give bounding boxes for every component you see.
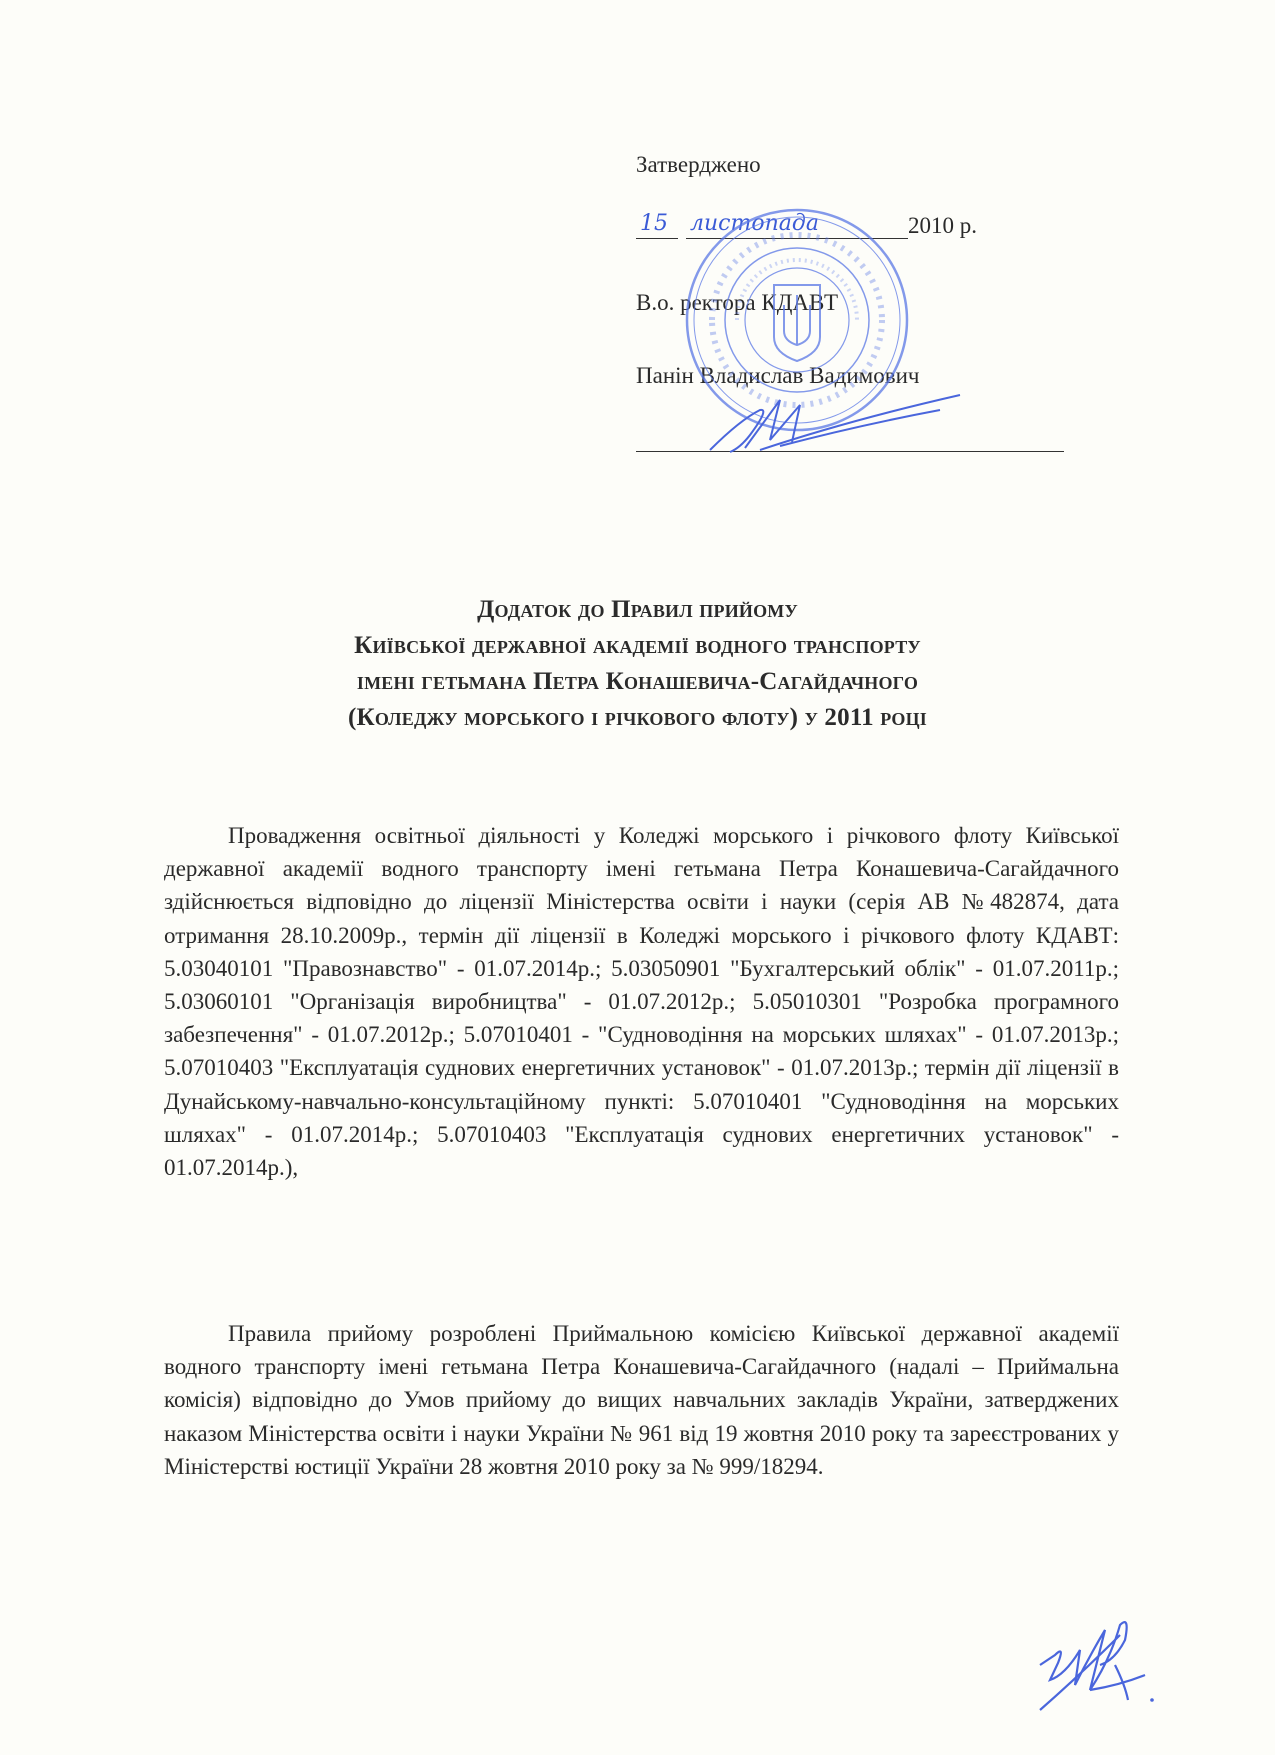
rector-position: В.о. ректора КДАВТ [636,290,839,315]
page-initials-signature [1020,1605,1160,1715]
approval-date [636,212,977,239]
date-month-field [686,212,908,239]
handwritten-month: листопада [690,211,819,236]
signature-stroke [1040,1622,1127,1690]
title-line: Київської державної академії водного транспорту [354,632,921,659]
paragraph-rules: Правила прийому розроблені Приймальною комісією Київської державної академії водного транспорту імені гетьмана Петра Конашевича-Сагайдачного (надалі – Приймальна комісія) відповідно до Умов прийому до вищих навчальних закладів України, затверджених наказом Міністерства освіти і науки України № 961 від 19 жовтня 2010 року та зареєстрованих у Міністерстві юстиції України 28 жовтня 2010 року за № 999/18294. [164,1321,1119,1479]
title-line: Додаток до Правил прийому [477,596,798,623]
date-year: 2010 р. [908,213,977,238]
handwritten-day: 15 [640,211,668,236]
rector-signature [700,380,980,460]
rector-name: Панін Владислав Вадимович [636,363,920,388]
paragraph-license: Провадження освітньої діяльності у Коледжі морського і річкового флоту Київської державної академії водного транспорту імені гетьмана Петра Конашевича-Сагайдачного здійснюється відповідно до ліцензії Міністерства освіти і науки (серія АВ №482874, дата отримання 28.10.2009р., термін дії ліцензії в Коледжі морського і річкового флоту КДАВТ: 5.03040101 "Правознавство" - 01.07.2014р.; 5.03050901 "Бухгалтерський облік" - 01.07.2011р.; 5.03060101 "Організація виробництва" - 01.07.2012р.; 5.05010301 "Розробка програмного забезпечення" - 01.07.2012р.; 5.07010401 - "Судноводіння на морських шляхах" - 01.07.2013р.; 5.07010403 "Експлуатація суднових енергетичних установок" - 01.07.2013р.; термін дії ліцензії в Дунайському-навчально-консультаційному пункті: 5.07010401 "Судноводіння на морських шляхах" - 01.07.2014р.; 5.07010403 "Експлуатація суднових енергетичних установок" - 01.07.2014р.), [164,823,1119,1181]
signature-stroke [760,395,960,450]
date-day-field [636,212,678,239]
signature-dot [1150,1698,1154,1702]
seal-center-ring [745,268,849,372]
signature-stroke [710,410,763,452]
signature-stroke [780,410,940,446]
title-line: імені гетьмана Петра Конашевича-Сагайдачного [356,668,919,695]
document-title [0,592,1275,736]
title-line: (Коледжу морського і річкового флоту) у 2011 році [348,704,927,731]
approved-label: Затверджено [636,152,761,177]
signature-stroke [1040,1635,1120,1710]
